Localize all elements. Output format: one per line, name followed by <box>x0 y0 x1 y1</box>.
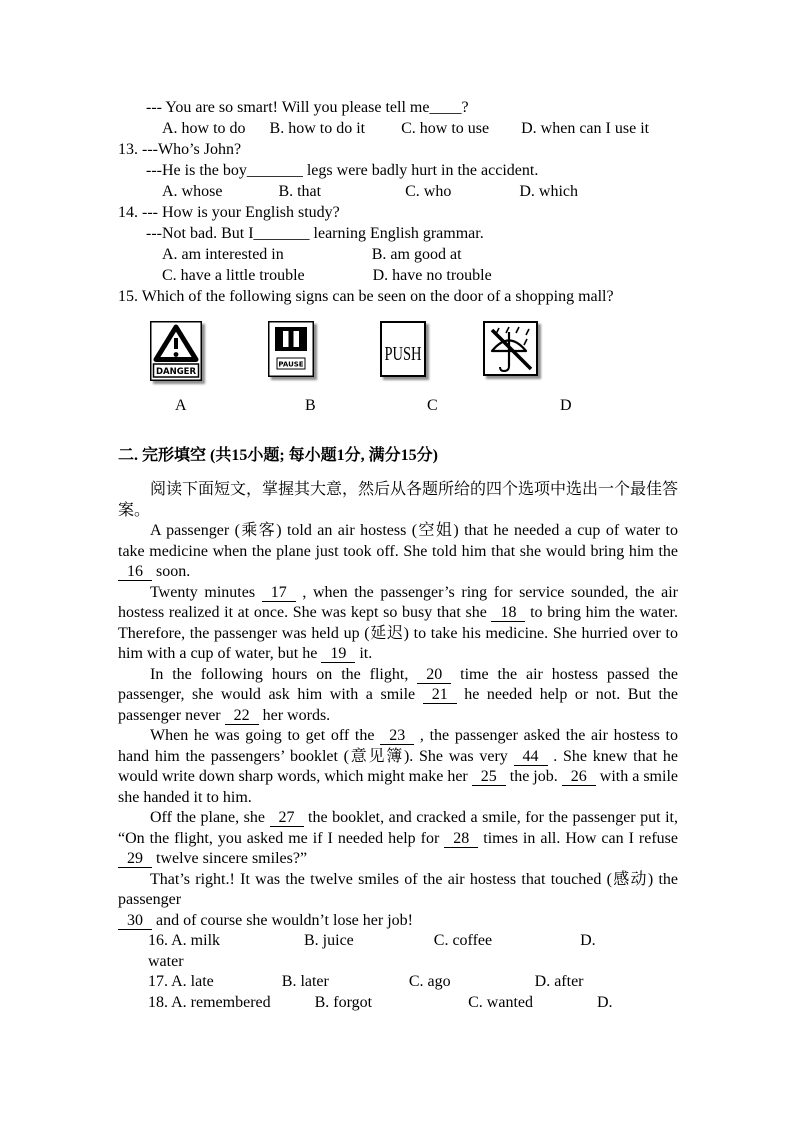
sign-label-b: B <box>305 397 316 414</box>
question-block <box>118 97 678 307</box>
question-line: A. am interested in B. am good at <box>162 246 462 263</box>
option-line: 16. A. milk B. juice C. coffee D. <box>148 932 596 949</box>
question-line: 13. ---Who’s John? <box>118 141 242 158</box>
signs-row <box>118 321 678 419</box>
cloze-blank: 29 <box>118 850 152 868</box>
question-line: 14. --- How is your English study? <box>118 204 340 221</box>
cloze-blank: 30 <box>118 912 152 930</box>
cloze-paragraph: When he was going to get off the 23 , the passenger asked the air hostess to hand him the passengers’ booklet (意见簿). She was very 44 . She knew that he would write down sharp words, which might make her 25 the job. 26 with a smile she handed it to him. <box>118 727 678 806</box>
cloze-blank: 28 <box>444 830 478 848</box>
push-sign <box>380 321 426 377</box>
no-umbrella-sign <box>483 321 538 376</box>
push-sign-icon <box>380 321 426 377</box>
sign-label-d: D <box>560 397 572 414</box>
cloze-paragraph: In the following hours on the flight, 20 time the air hostess passed the passenger, she would ask him with a smile 21 he needed help or not. But the passenger never 22 her words. <box>118 665 679 724</box>
cloze-blank: 19 <box>321 645 355 663</box>
intro-paragraph: 阅读下面短文，掌握其大意，然后从各题所给的四个选项中选出一个最佳答案。 <box>118 481 679 519</box>
danger-sign-icon <box>150 321 202 381</box>
question-line: ---Not bad. But I_______ learning English grammar. <box>146 225 484 242</box>
question-line: ---He is the boy_______ legs were badly hurt in the accident. <box>146 162 539 179</box>
cloze-paragraph: That’s right.! It was the twelve smiles of the air hostess that touched (感动) the passenger <box>118 870 678 908</box>
cloze-blank: 21 <box>423 686 457 704</box>
pause-sign <box>268 321 314 377</box>
cloze-blank: 44 <box>514 748 548 766</box>
pause-sign-text: PAUSE <box>278 360 304 369</box>
pause-sign-icon <box>268 321 314 377</box>
cloze-blank: 20 <box>417 666 451 684</box>
section-heading: 二. 完形填空 (共15小题; 每小题1分, 满分15分) <box>118 447 438 464</box>
cloze-blank: 23 <box>380 727 414 745</box>
cloze-blank: 22 <box>225 707 259 725</box>
cloze-paragraph: Twenty minutes 17 , when the passenger’s ring for service sounded, the air hostess realized it at once. She was kept so busy that she 18 to bring him the water. Therefore, the passenger was held up (延迟) to take his medicine. She hurried over to him with a cup of water, but he 19 it. <box>118 583 679 662</box>
option-line: 18. A. remembered B. forgot C. wanted D. <box>148 993 613 1011</box>
cloze-blank: 27 <box>270 809 304 827</box>
question-line: C. have a little trouble D. have no trouble <box>162 267 492 284</box>
cloze-blank: 17 <box>262 584 296 602</box>
cloze-paragraph: A passenger (乘客) told an air hostess (空姐) that he needed a cup of water to take medicine when the plane just took off. She told him that she would bring him the 16 soon. <box>118 522 678 580</box>
options-block <box>118 931 678 1013</box>
option-line: 17. A. late B. later C. ago D. after <box>148 973 584 990</box>
push-sign-text: PUSH <box>384 342 422 365</box>
cloze-paragraph: Off the plane, she 27 the booklet, and cracked a smile, for the passenger put it, “On the flight, you asked me if I needed help for 28 times in all. How can I refuse 29 twelve sincere smiles?” <box>118 809 679 867</box>
cloze-blank: 16 <box>118 563 152 581</box>
question-line: --- You are so smart! Will you please tell me____? <box>146 99 469 116</box>
sign-label-c: C <box>427 397 438 414</box>
danger-sign <box>150 321 202 381</box>
question-line: 15. Which of the following signs can be seen on the door of a shopping mall? <box>118 288 614 305</box>
cloze-blank: 18 <box>491 604 525 622</box>
question-line: A. whose B. that C. who D. which <box>162 183 578 200</box>
question-line: A. how to do B. how to do it C. how to use D. when can I use it <box>162 120 650 137</box>
option-line: water <box>148 952 184 970</box>
cloze-blank: 26 <box>562 768 596 786</box>
no-umbrella-sign-icon <box>483 321 538 376</box>
sign-label-a: A <box>175 397 187 414</box>
cloze-blank: 25 <box>472 768 506 786</box>
cloze-paragraph: 30 and of course she wouldn’t lose her job! <box>118 911 678 932</box>
danger-sign-text: DANGER <box>155 367 197 377</box>
page-content <box>118 97 678 1013</box>
cloze-passage <box>118 521 678 931</box>
